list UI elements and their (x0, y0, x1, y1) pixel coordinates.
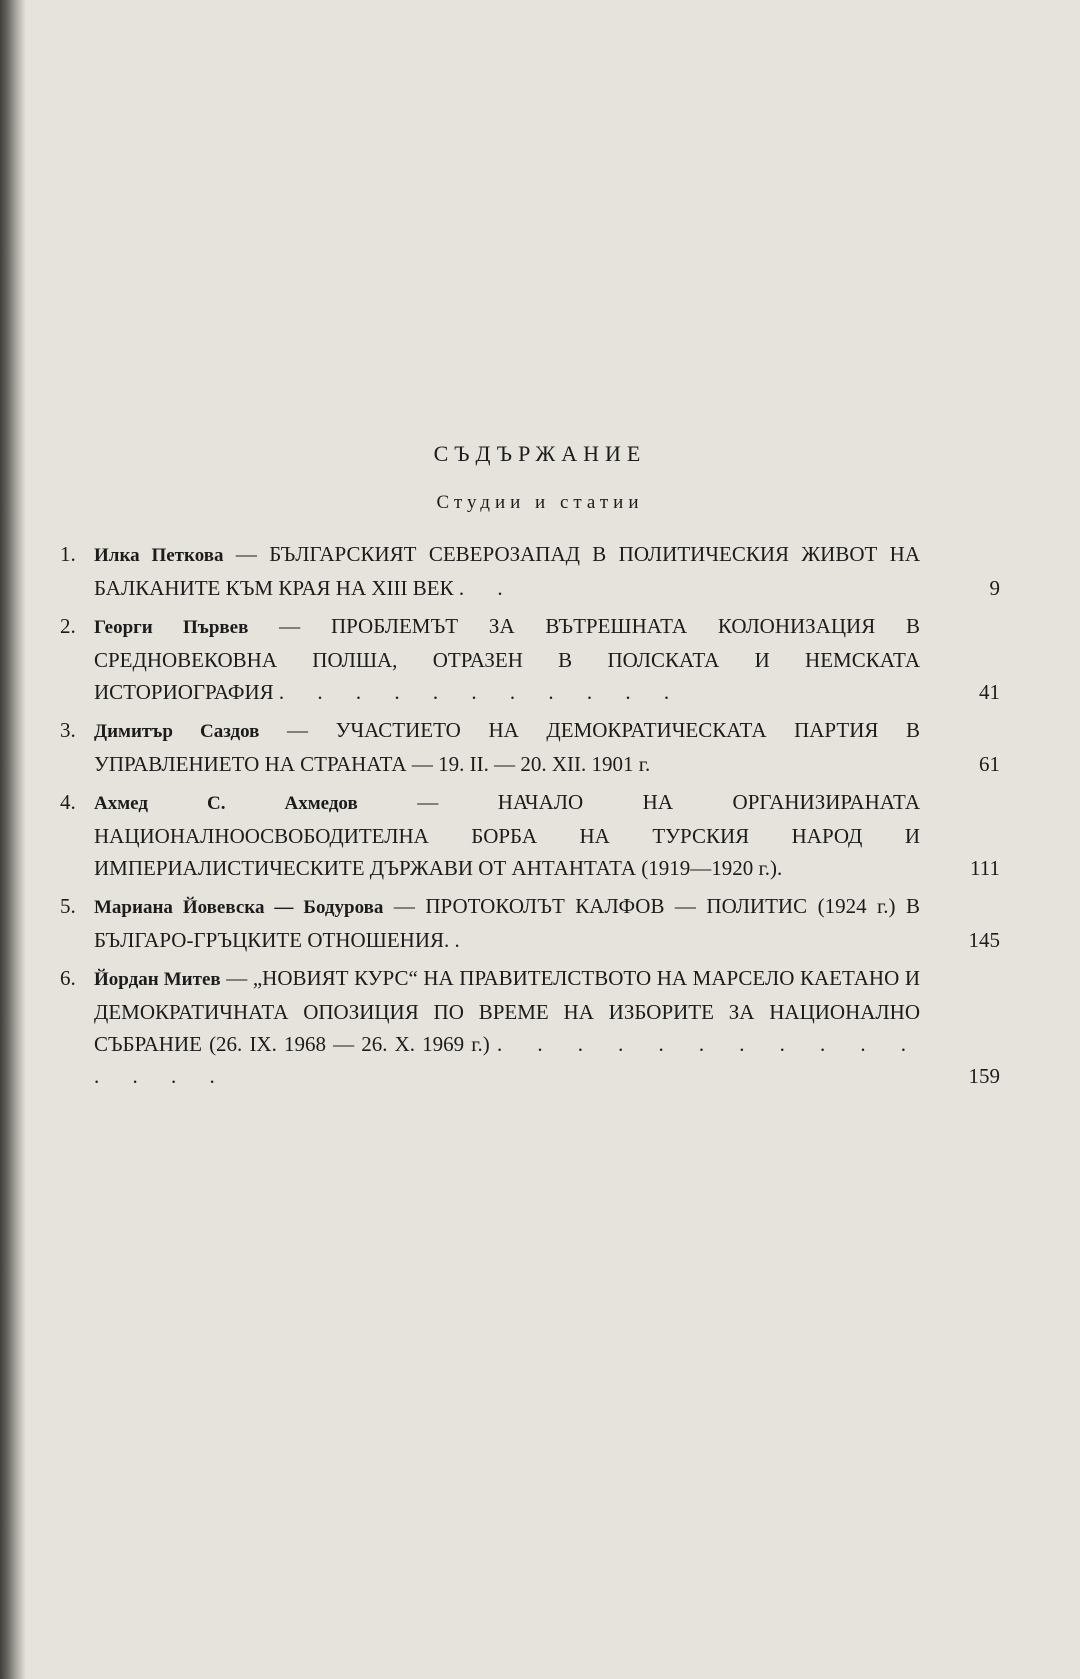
entry-leader: . . . . . . . . . . . . . . . (94, 1032, 921, 1088)
entry-title: — ПРОТОКОЛЪТ КАЛФОВ — ПОЛИТИС (1924 г.) В БЪЛГАРО-ГРЪЦКИТЕ ОТНОШЕНИЯ. (94, 894, 921, 952)
toc-entry (60, 786, 1000, 884)
entry-body (94, 890, 920, 956)
entry-title: — ПРОБЛЕМЪТ ЗА ВЪТРЕШНАТА КОЛОНИЗАЦИЯ В СРЕДНОВЕКОВНА ПОЛША, ОТРАЗЕН В ПОЛСКАТА И НЕМСКАТА ИСТОРИОГРАФИЯ (94, 614, 920, 704)
entry-author: Димитър Саздов (94, 721, 260, 742)
entry-author: Илка Петкова (94, 545, 224, 566)
entry-title: — БЪЛГАРСКИЯТ СЕВЕРОЗАПАД В ПОЛИТИЧЕСКИЯ ЖИВОТ НА БАЛКАНИТЕ КЪМ КРАЯ НА XIII ВЕК (94, 542, 921, 600)
entry-author: Мариана Йовевска — Бодурова (94, 897, 384, 918)
entry-page-number: 41 (979, 680, 1000, 704)
entry-number: 4. (60, 790, 76, 814)
entry-leader: . (454, 928, 474, 952)
entry-title: — НАЧАЛО НА ОРГАНИЗИРАНАТА НАЦИОНАЛНООСВОБОДИТЕЛНА БОРБА НА ТУРСКИЯ НАРОД И ИМПЕРИАЛИСТИЧЕСКИТЕ ДЪРЖАВИ ОТ АНТАНТАТА (1919—1920 г.). (94, 790, 921, 880)
entry-number: 2. (60, 614, 76, 638)
toc-entry (60, 714, 1000, 780)
entry-number: 6. (60, 966, 76, 990)
entry-number: 5. (60, 894, 76, 918)
toc-entry (60, 962, 1000, 1092)
spine-shadow (0, 0, 26, 1679)
entry-body (94, 714, 920, 780)
table-of-contents (60, 538, 1000, 1098)
entry-title: — „НОВИЯТ КУРС“ НА ПРАВИТЕЛСТВОТО НА МАРСЕЛО КАЕТАНО И ДЕМОКРАТИЧНАТА ОПОЗИЦИЯ ПО ВРЕМЕ НА ИЗБОРИТЕ ЗА НАЦИОНАЛНО СЪБРАНИЕ (26. IX. 1968 — 26. X. 1969 г.) (94, 966, 921, 1056)
entry-body (94, 538, 920, 604)
entry-author: Йордан Митев (94, 969, 221, 990)
section-subtitle: Студии и статии (436, 492, 644, 513)
page-title: СЪДЪРЖАНИЕ (433, 441, 647, 466)
toc-entry (60, 610, 1000, 708)
entry-body (94, 786, 920, 884)
entry-leader: . . (458, 576, 517, 600)
entry-page-number: 61 (979, 752, 1000, 776)
entry-body (94, 962, 920, 1092)
entry-page-number: 111 (970, 856, 1000, 880)
entry-author: Ахмед С. Ахмедов (94, 793, 358, 814)
entry-page-number: 159 (968, 1064, 1000, 1088)
entry-number: 1. (60, 542, 76, 566)
entry-number: 3. (60, 718, 76, 742)
entry-body (94, 610, 920, 708)
toc-entry (60, 890, 1000, 956)
entry-author: Георги Първев (94, 617, 249, 638)
toc-entry (60, 538, 1000, 604)
entry-leader: . . . . . . . . . . . (278, 680, 684, 704)
entry-title: — УЧАСТИЕТО НА ДЕМОКРАТИЧЕСКАТА ПАРТИЯ В УПРАВЛЕНИЕТО НА СТРАНАТА — 19. II. — 20. XII. 1901 г. (94, 718, 920, 776)
entry-page-number: 9 (989, 576, 1000, 600)
entry-page-number: 145 (968, 928, 1000, 952)
